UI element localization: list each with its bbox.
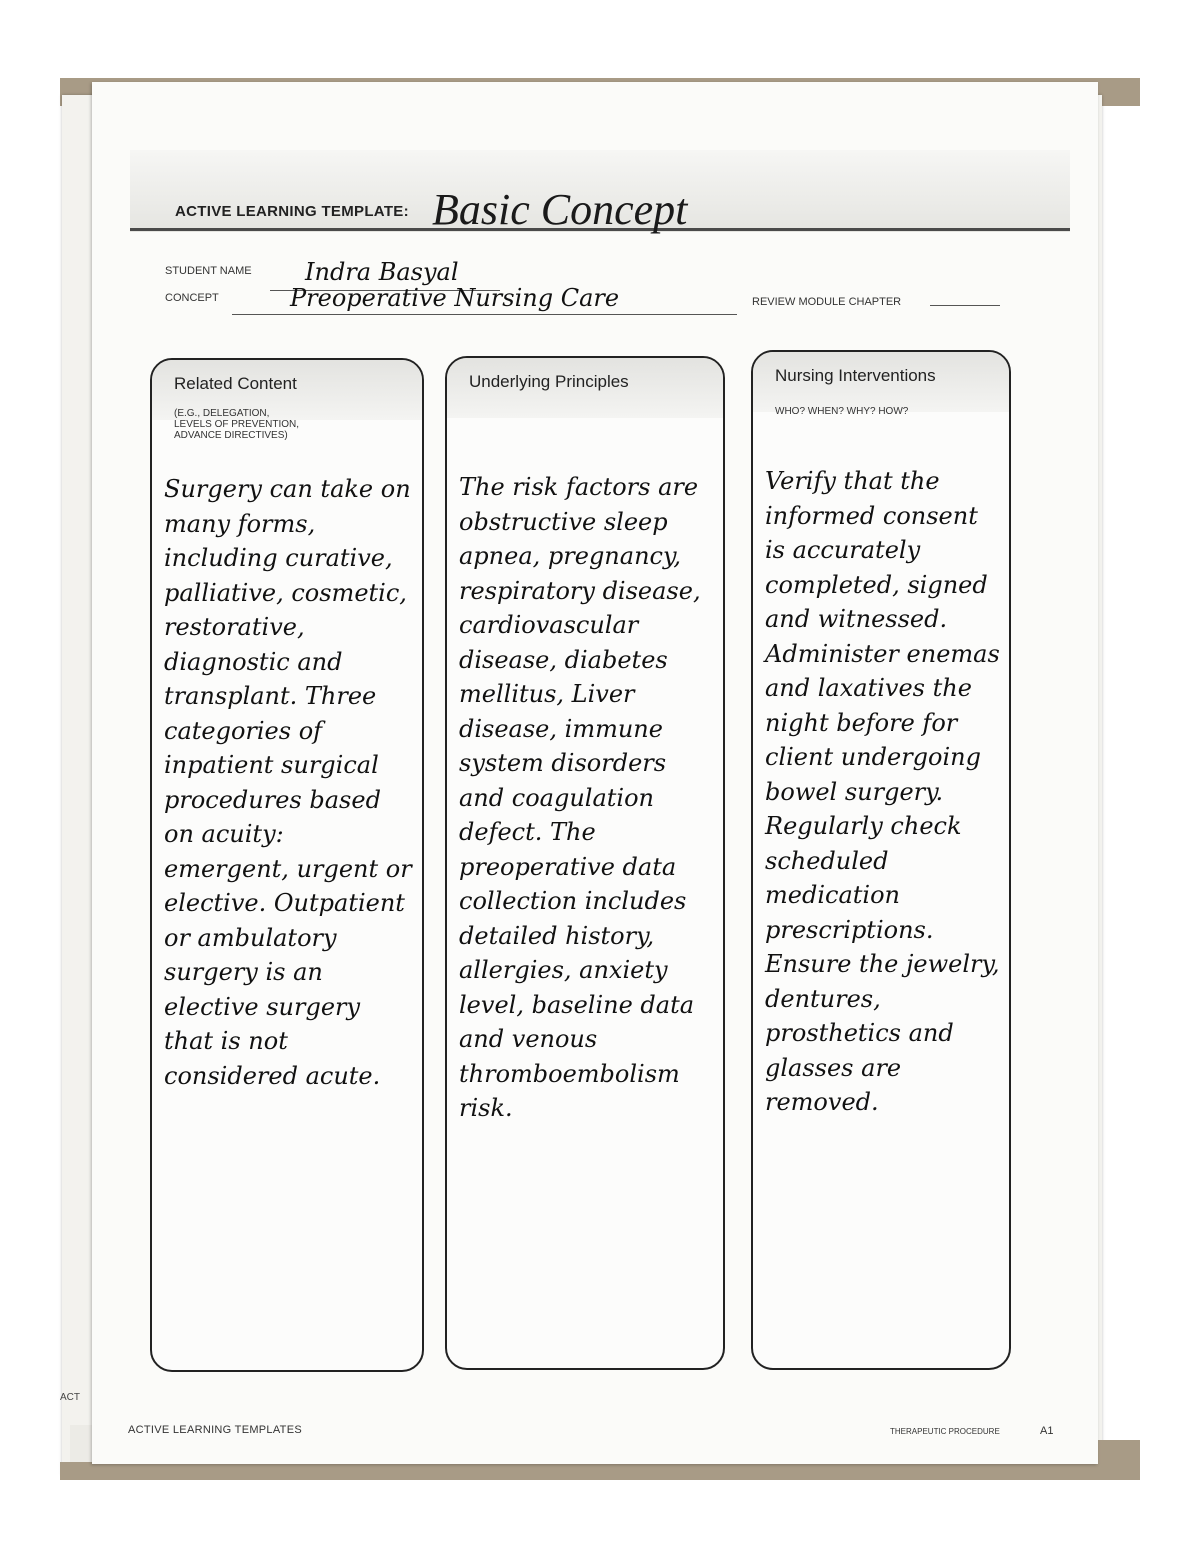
student-name-value: Indra Basyal xyxy=(305,258,459,286)
back-sheet-margin-text: ACT xyxy=(60,1392,80,1403)
column-nursing-interventions xyxy=(751,350,1011,1370)
column-title: Related Content xyxy=(174,374,297,393)
student-name-label: STUDENT NAME xyxy=(165,265,252,277)
footer-left: ACTIVE LEARNING TEMPLATES xyxy=(128,1424,302,1436)
page-title: Basic Concept xyxy=(432,185,688,234)
column-text: The risk factors are obstructive sleep apnea, pregnancy, respiratory disease, cardiovascular disease, diabetes mellitus, Liver disease, immune system disorders and coagulation defect. The preoperative data collection includes detailed history, allergies, anxiety level, baseline data and venous thromboembolism risk. xyxy=(459,473,701,1122)
concept-value: Preoperative Nursing Care xyxy=(290,284,620,312)
review-module-label: REVIEW MODULE CHAPTER xyxy=(752,296,902,308)
column-related-content xyxy=(150,358,424,1372)
template-label: ACTIVE LEARNING TEMPLATE: xyxy=(175,203,409,220)
column-subtitle: (E.G., DELEGATION, LEVELS OF PREVENTION, ADVANCE DIRECTIVES) xyxy=(174,408,300,441)
column-title: Nursing Interventions xyxy=(775,366,936,385)
review-module-line xyxy=(930,305,1000,306)
column-title: Underlying Principles xyxy=(469,372,629,391)
concept-line xyxy=(232,314,737,315)
concept-label: CONCEPT xyxy=(165,292,219,304)
column-text: Surgery can take on many forms, including curative, palliative, cosmetic, restorative, diagnostic and transplant. Three categories of inpatient surgical procedures based on acuity: emergent, urgent or elective. Outpatient or ambulatory surgery is an elective surgery that is not considered acute. xyxy=(164,475,412,1090)
column-underlying-principles xyxy=(445,356,725,1370)
background-bottom xyxy=(60,1462,1140,1480)
column-text: Verify that the informed consent is accurately completed, signed and witnessed. Administer enemas and laxatives the night before for client undergoing bowel surgery. Regularly check scheduled medication prescriptions. Ensure the jewelry, dentures, prosthetics and glasses are removed. xyxy=(765,467,1000,1116)
footer-right: THERAPEUTIC PROCEDURE xyxy=(890,1427,1000,1436)
page-number: A1 xyxy=(1040,1425,1054,1437)
background-corner xyxy=(1098,1440,1140,1480)
column-subtitle: WHO? WHEN? WHY? HOW? xyxy=(775,406,909,417)
